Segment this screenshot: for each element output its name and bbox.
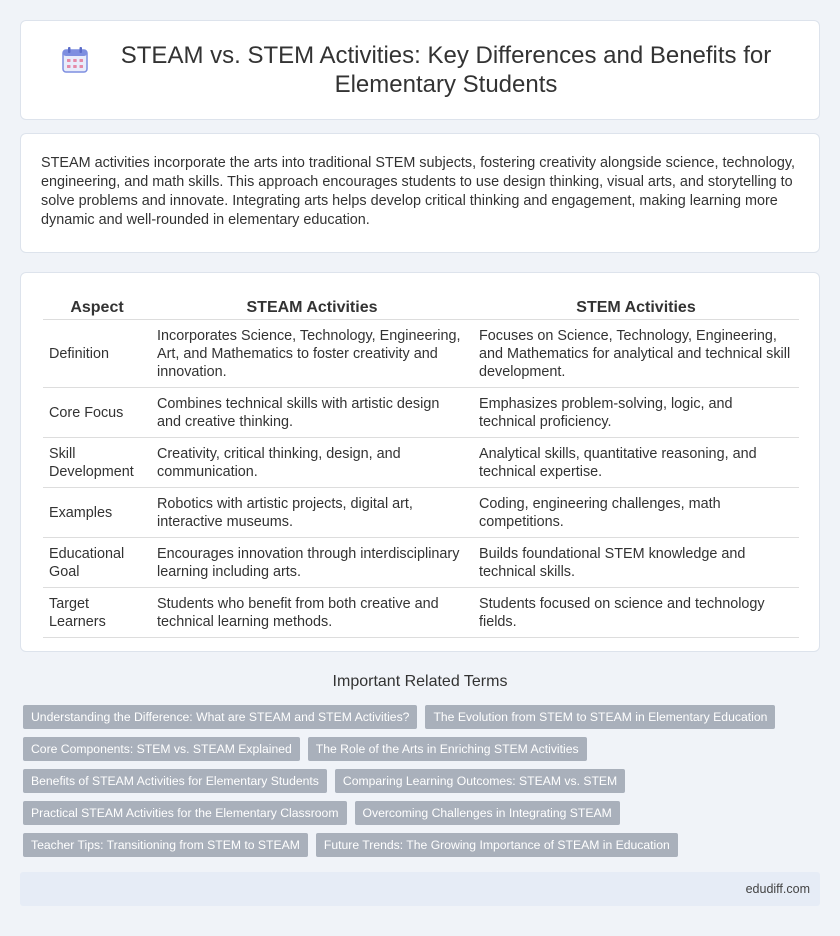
related-term-link[interactable]: Comparing Learning Outcomes: STEAM vs. STEM	[335, 769, 625, 793]
related-term-link[interactable]: Understanding the Difference: What are STEAM and STEM Activities?	[23, 705, 417, 729]
column-header: STEAM Activities	[151, 295, 473, 320]
footer	[20, 872, 820, 906]
related-term-link[interactable]: Teacher Tips: Transitioning from STEM to STEAM	[23, 833, 308, 857]
related-terms-heading: Important Related Terms	[332, 673, 508, 690]
table-row	[43, 538, 799, 588]
table-cell-steam: Encourages innovation through interdisciplinary learning including arts.	[151, 538, 473, 588]
calendar-icon	[60, 45, 90, 75]
table-cell-steam: Incorporates Science, Technology, Engineering, Art, and Mathematics to foster creativity and innovation.	[151, 320, 473, 388]
intro-text: STEAM activities incorporate the arts into traditional STEM subjects, fostering creativity alongside science, technology, engineering, and math skills. This approach encourages students to use design thinking, visual arts, and storytelling to solve problems and innovate. Integrating arts helps develop critical thinking and engagement, making learning more dynamic and well-rounded in elementary education.	[41, 155, 795, 228]
table-row	[43, 388, 799, 438]
table-cell-steam: Combines technical skills with artistic design and creative thinking.	[151, 388, 473, 438]
table-cell-steam: Creativity, critical thinking, design, and communication.	[151, 438, 473, 488]
table-row	[43, 320, 799, 388]
table-row	[43, 588, 799, 638]
table-row	[43, 488, 799, 538]
table-cell-aspect: Core Focus	[43, 388, 151, 438]
column-header: Aspect	[43, 295, 151, 320]
related-term-link[interactable]: Overcoming Challenges in Integrating STEAM	[355, 801, 620, 825]
table-cell-stem: Students focused on science and technology fields.	[473, 588, 799, 638]
table-cell-steam: Students who benefit from both creative and technical learning methods.	[151, 588, 473, 638]
table-cell-aspect: Target Learners	[43, 588, 151, 638]
table-cell-stem: Focuses on Science, Technology, Engineering, and Mathematics for analytical and technical skill development.	[473, 320, 799, 388]
related-term-link[interactable]: Benefits of STEAM Activities for Elementary Students	[23, 769, 327, 793]
table-row	[43, 438, 799, 488]
table-cell-aspect: Examples	[43, 488, 151, 538]
header-card	[20, 20, 820, 120]
related-terms-list	[23, 705, 823, 865]
related-term-link[interactable]: Practical STEAM Activities for the Elementary Classroom	[23, 801, 347, 825]
table-cell-stem: Emphasizes problem-solving, logic, and technical proficiency.	[473, 388, 799, 438]
column-header: STEM Activities	[473, 295, 799, 320]
comparison-table	[43, 295, 799, 638]
table-cell-stem: Coding, engineering challenges, math competitions.	[473, 488, 799, 538]
site-name[interactable]: edudiff.com	[745, 882, 810, 896]
intro-card	[20, 133, 820, 253]
comparison-card	[20, 272, 820, 652]
table-cell-stem: Analytical skills, quantitative reasoning, and technical expertise.	[473, 438, 799, 488]
table-cell-aspect: Educational Goal	[43, 538, 151, 588]
related-term-link[interactable]: Core Components: STEM vs. STEAM Explained	[23, 737, 300, 761]
table-cell-aspect: Skill Development	[43, 438, 151, 488]
table-header-row	[43, 295, 799, 320]
table-cell-steam: Robotics with artistic projects, digital art, interactive museums.	[151, 488, 473, 538]
related-term-link[interactable]: The Evolution from STEM to STEAM in Elementary Education	[425, 705, 775, 729]
related-term-link[interactable]: Future Trends: The Growing Importance of STEAM in Education	[316, 833, 678, 857]
table-cell-stem: Builds foundational STEM knowledge and technical skills.	[473, 538, 799, 588]
page-title: STEAM vs. STEM Activities: Key Differences and Benefits for Elementary Students	[120, 42, 772, 98]
table-cell-aspect: Definition	[43, 320, 151, 388]
related-term-link[interactable]: The Role of the Arts in Enriching STEM Activities	[308, 737, 587, 761]
